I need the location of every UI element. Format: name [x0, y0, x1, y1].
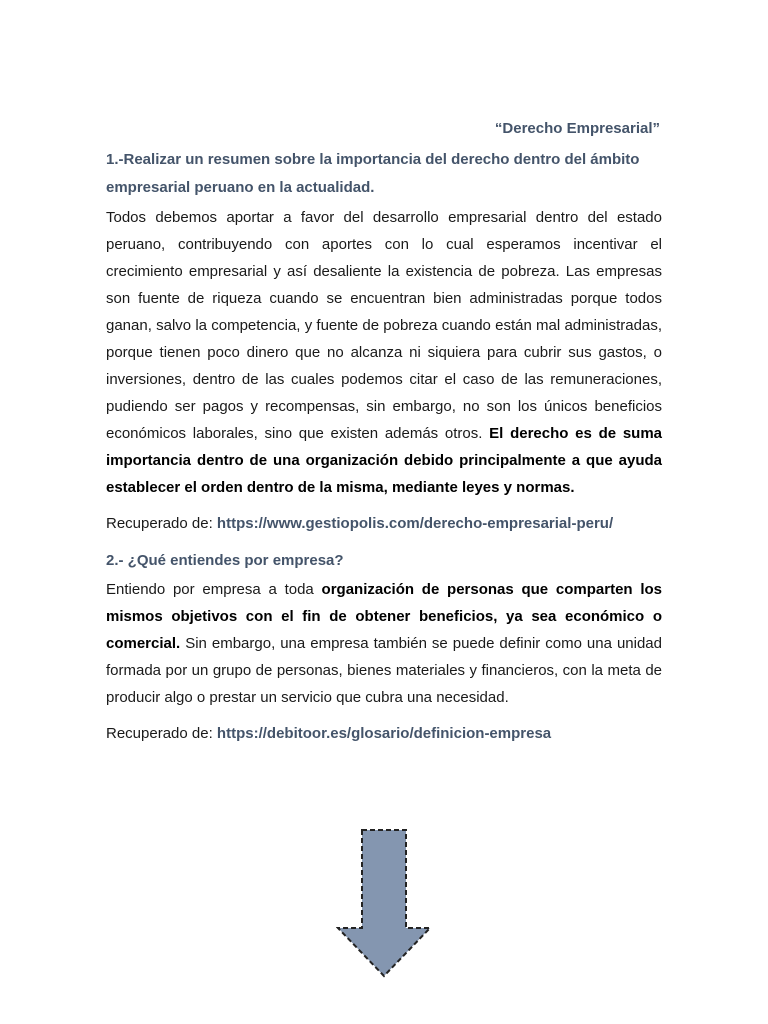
- section1-source-label: Recuperado de:: [106, 515, 217, 532]
- section2-body-bold: organización de personas que comparten los mismos objetivos con el fin de obtener beneficios, ya sea económico o comercial.: [106, 581, 662, 652]
- section2-heading: 2.- ¿Qué entiendes por empresa?: [106, 552, 344, 569]
- document-title: “Derecho Empresarial”: [494, 120, 660, 137]
- section2-paragraph: [106, 576, 662, 711]
- section2-source-label: Recuperado de:: [106, 725, 217, 742]
- section2-body-rest: Sin embargo, una empresa también se puede definir como una unidad formada por un grupo de personas, bienes materiales y financieros, con la meta de producir algo o prestar un servicio que cubra una necesidad.: [106, 635, 662, 706]
- section1-heading: 1.-Realizar un resumen sobre la importancia del derecho dentro del ámbito empresarial peruano en la actualidad.: [106, 151, 640, 196]
- down-arrow-shape: [338, 830, 430, 976]
- section2-source-link[interactable]: https://debitoor.es/glosario/definicion-empresa: [216, 725, 552, 742]
- section1-paragraph: [106, 204, 662, 501]
- section2-body-intro: Entiendo por empresa a toda: [106, 581, 322, 598]
- section1-body-bold: El derecho es de suma importancia dentro de una organización debido principalmente a que ayuda establecer el orden dentro de la misma, mediante leyes y normas.: [106, 425, 663, 496]
- down-arrow-icon: [336, 828, 432, 978]
- section1-source: [106, 513, 662, 535]
- section1-body-plain: Todos debemos aportar a favor del desarrollo empresarial dentro del estado peruano, contribuyendo con aportes con lo cual esperamos incentivar el crecimiento empresarial y así desaliente la existencia de pobreza. Las empresas son fuente de riqueza cuando se encuentran bien administradas porque todos ganan, salvo la competencia, y fuente de pobreza cuando están mal administradas, porque tienen poco dinero que no alcanza ni siquiera para cubrir sus gastos, o inversiones, dentro de las cuales podemos citar el caso de las remuneraciones, pudiendo ser pagos y recompensas, sin embargo, no son los únicos beneficios económicos laborales, sino que existen además otros.: [106, 209, 662, 442]
- section1-source-link[interactable]: https://www.gestiopolis.com/derecho-empresarial-peru/: [216, 515, 614, 532]
- section2-source: [106, 723, 662, 745]
